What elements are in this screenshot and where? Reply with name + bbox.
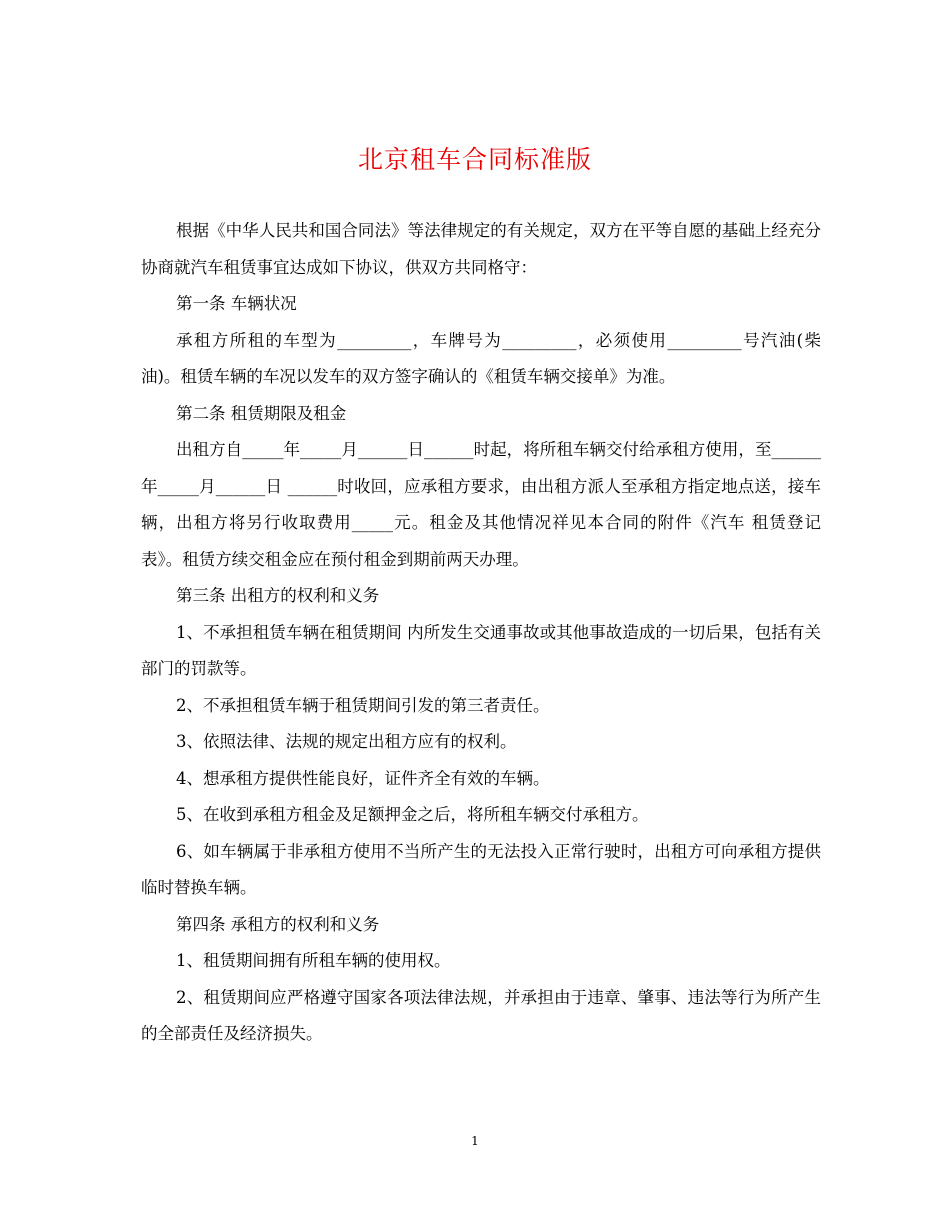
- article-3-item-4: 4、想承租方提供性能良好，证件齐全有效的车辆。: [176, 768, 550, 788]
- article-2-paragraph: 出租方自_____年_____月______日______时起，将所租车辆交付给承租方使用，至______年_____月______日 ______时收回，应承租方要求，由出租方派人至承租方指定地点送，接车辆，出租方将另行收取费用_____元。租金及其他情况祥见本合同的附件《汽车 租赁登记表》。租赁方续交租金应在预付租金到期前两天办理。: [141, 440, 821, 569]
- article-3-heading: 第三条 出租方的权利和义务: [176, 586, 380, 605]
- article-3-item-6: 6、如车辆属于非承租方使用不当所产生的无法投入正常行驶时，出租方可向承租方提供临时替换车辆。: [141, 841, 821, 897]
- article-4-heading: 第四条 承租方的权利和义务: [176, 914, 380, 934]
- document-body: [141, 213, 821, 1053]
- article-2-heading: 第二条 租赁期限及租金: [176, 403, 347, 423]
- article-3-item-3: 3、依照法律、法规的规定出租方应有的权利。: [176, 732, 517, 751]
- article-3-item-5: 5、在收到承租方租金及足额押金之后，将所租车辆交付承租方。: [176, 805, 649, 824]
- document-title: 北京租车合同标准版: [357, 145, 592, 174]
- article-1-heading: 第一条 车辆状况: [176, 294, 297, 313]
- article-4-item-1: 1、租赁期间拥有所租车辆的使用权。: [176, 951, 451, 970]
- page-number: 1: [471, 1134, 479, 1148]
- article-3-item-2: 2、不承担租赁车辆于租赁期间引发的第三者责任。: [176, 695, 550, 715]
- article-3-item-1: 1、不承担租赁车辆在租赁期间 内所发生交通事故或其他事故造成的一切后果，包括有关部门的罚款等。: [141, 622, 821, 678]
- article-1-paragraph: 承租方所租的车型为_________，车牌号为_________，必须使用_________号汽油(柴油)。租赁车辆的车况以发车的双方签字确认的《租赁车辆交接单》为准。: [141, 330, 821, 386]
- article-4-item-2: 2、租赁期间应严格遵守国家各项法律法规，并承担由于违章、肇事、违法等行为所产生的全部责任及经济损失。: [141, 987, 821, 1043]
- intro-paragraph: 根据《中华人民共和国合同法》等法律规定的有关规定，双方在平等自愿的基础上经充分协商就汽车租赁事宜达成如下协议，供双方共同格守：: [141, 221, 821, 277]
